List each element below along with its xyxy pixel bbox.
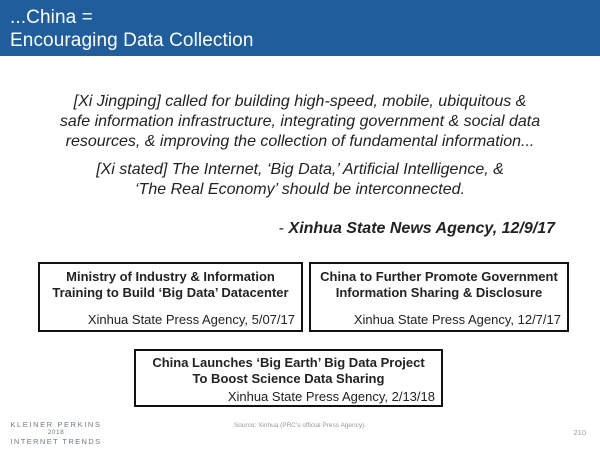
quote-line: safe information infrastructure, integrating government & social data [59,113,541,130]
quote-line: resources, & improving the collection of fundamental information... [65,133,535,150]
news-box-source: Xinhua State Press Agency, 2/13/18 [227,389,435,404]
logo-text: KLEINER PERKINS [10,420,102,429]
news-box-big-earth-project [134,349,443,407]
news-box-title-line: China Launches ‘Big Earth’ Big Data Project [152,355,425,370]
quote-line: [Xi Jingping] called for building high-speed, mobile, ubiquitous & [73,93,527,110]
logo-subtitle: INTERNET TRENDS [10,437,102,446]
page-number: 210 [573,428,586,437]
news-box-title-line: China to Further Promote Government [320,269,558,284]
quote-xi-infrastructure [20,92,580,152]
slide-header [0,0,600,56]
news-box-title-line: Information Sharing & Disclosure [335,285,543,300]
news-box-source: Xinhua State Press Agency, 5/07/17 [87,312,295,327]
news-box-title-line: Training to Build ‘Big Data’ Datacenter [52,285,289,300]
slide-title-line-2: Encouraging Data Collection [10,30,254,51]
quote-line: [Xi stated] The Internet, ‘Big Data,’ Artificial Intelligence, & [96,161,504,178]
attribution-dash: - [278,220,289,237]
news-box-ministry-datacenter [38,262,303,332]
attribution-source: Xinhua State News Agency, 12/9/17 [288,220,555,237]
news-box-title-line: To Boost Science Data Sharing [192,371,385,386]
quote-line: ‘The Real Economy’ should be interconnected. [135,181,465,198]
logo-year: 2018 [47,429,65,436]
news-box-government-sharing [309,262,569,332]
news-box-source: Xinhua State Press Agency, 12/7/17 [353,312,561,327]
quote-xi-interconnected [20,160,580,200]
quote-attribution [279,219,555,239]
source-note: Source: Xinhua (PRC's official Press Agency). [233,422,367,429]
slide-title-line-1: ...China = [10,7,93,28]
news-box-title-line: Ministry of Industry & Information [66,269,275,284]
